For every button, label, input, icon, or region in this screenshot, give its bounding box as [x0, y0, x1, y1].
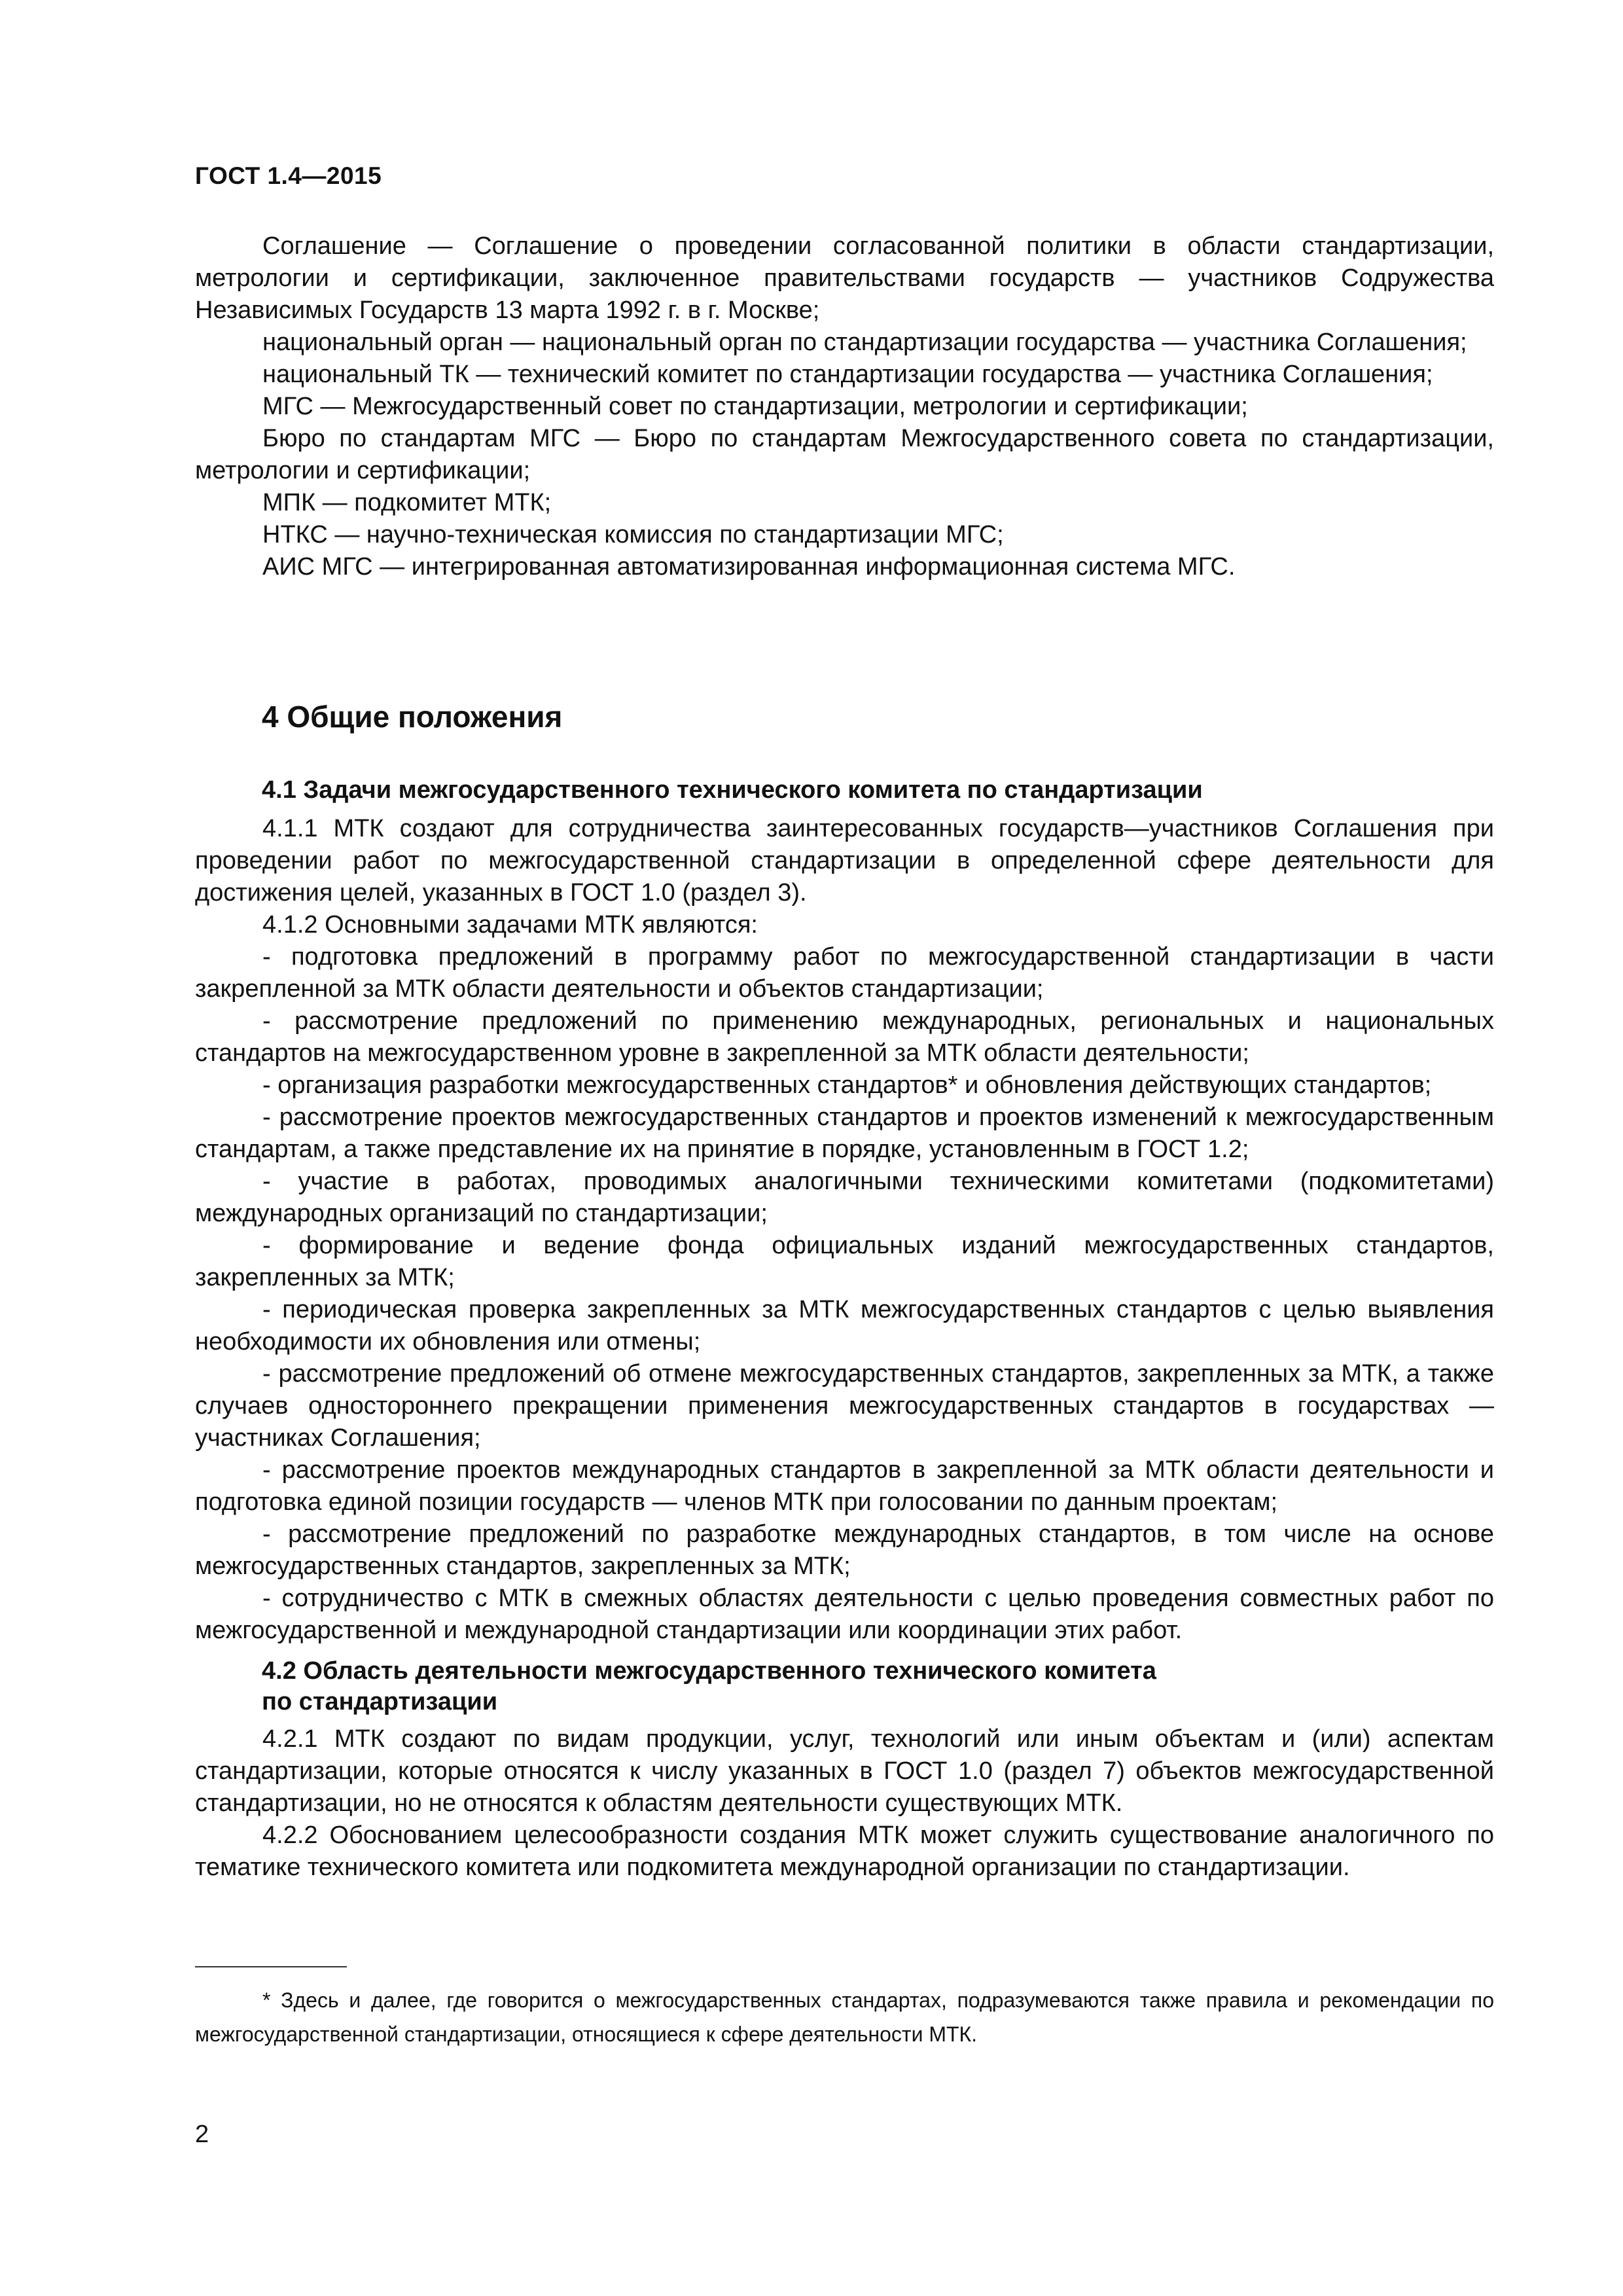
term-entry: МПК — подкомитет МТК; — [262, 489, 552, 516]
section-4-2-heading-line2: по стандартизации — [262, 1688, 498, 1715]
section-4-1-heading: 4.1 Задачи межгосударственного технического комитета по стандартизации — [262, 776, 1203, 804]
list-item: - рассмотрение проектов международных стандартов в закрепленной за МТК области деятельности и подготовка единой позиции государств — членов МТК при голосовании по данным проектам; — [195, 1456, 1494, 1516]
term-entry: Соглашение — Соглашение о проведении согласованной политики в области стандартизации, метрологии и сертификации, заключенное правительствами государств — участников Содружества Независимых Государств 13 марта 1992 г. в г. Москве; — [195, 232, 1494, 324]
paragraph: 4.2.1 МТК создают по видам продукции, услуг, технологий или иным объектам и (или) аспектам стандартизации, которые относятся к числу указанных в ГОСТ 1.0 (раздел 7) объектов межгосударственной стандартизации, но не относятся к областям деятельности существующих МТК. — [195, 1725, 1494, 1817]
term-entry: национальный орган — национальный орган по стандартизации государства — участника Соглашения; — [262, 329, 1467, 356]
section-4-heading: 4 Общие положения — [262, 700, 563, 734]
term-entry: АИС МГС — интегрированная автоматизированная информационная система МГС. — [262, 553, 1236, 581]
term-entry: НТКС — научно-техническая комиссия по стандартизации МГС; — [262, 521, 1004, 548]
list-item: - рассмотрение предложений по разработке международных стандартов, в том числе на основе межгосударственных стандартов, закрепленных за МТК; — [195, 1520, 1494, 1580]
paragraph: 4.1.1 МТК создают для сотрудничества заинтересованных государств—участников Соглашения при проведении работ по межгосударственной стандартизации в определенной сфере деятельности для достижения целей, указанных в ГОСТ 1.0 (раздел 3). — [195, 815, 1494, 906]
paragraph: 4.2.2 Обоснованием целесообразности создания МТК может служить существование аналогичного по тематике технического комитета или подкомитета международной организации по стандартизации. — [195, 1821, 1494, 1881]
page-number: 2 — [195, 2121, 209, 2148]
footnote-separator — [195, 1966, 347, 1967]
document-header: ГОСТ 1.4—2015 — [195, 162, 382, 189]
list-item: - рассмотрение проектов межгосударственных стандартов и проектов изменений к межгосударственным стандартам, а также представление их на принятие в порядке, установленным в ГОСТ 1.2; — [195, 1103, 1494, 1163]
list-item: - участие в работах, проводимых аналогичными техническими комитетами (подкомитетами) международных организаций по стандартизации; — [195, 1168, 1494, 1227]
section-4-2-heading — [262, 1656, 1374, 1717]
term-entry: национальный ТК — технический комитет по стандартизации государства — участника Соглашения; — [262, 361, 1433, 388]
list-item: - подготовка предложений в программу работ по межгосударственной стандартизации в части закрепленной за МТК области деятельности и объектов стандартизации; — [195, 943, 1494, 1003]
section-4-2-body — [195, 1723, 1494, 1884]
list-item: - периодическая проверка закрепленных за МТК межгосударственных стандартов с целью выявления необходимости их обновления или отмены; — [195, 1296, 1494, 1355]
footnote-text: * Здесь и далее, где говорится о межгосударственных стандартах, подразумеваются также правила и рекомендации по межгосударственной стандартизации, относящиеся к сфере деятельности МТК. — [195, 1988, 1494, 2046]
term-entry: МГС — Межгосударственный совет по стандартизации, метрологии и сертификации; — [262, 393, 1248, 420]
terms-list — [195, 230, 1494, 583]
list-item: - формирование и ведение фонда официальных изданий межгосударственных стандартов, закрепленных за МТК; — [195, 1232, 1494, 1291]
list-item: - организация разработки межгосударственных стандартов* и обновления действующих стандартов; — [262, 1071, 1432, 1099]
term-entry: Бюро по стандартам МГС — Бюро по стандартам Межгосударственного совета по стандартизации, метрологии и сертификации; — [195, 425, 1494, 484]
section-4-2-heading-line1: 4.2 Область деятельности межгосударственного технического комитета — [262, 1657, 1156, 1685]
list-item: - рассмотрение предложений об отмене межгосударственных стандартов, закрепленных за МТК, а также случаев одностороннего прекращении применения межгосударственных стандартов в государствах — участниках Соглашения; — [195, 1360, 1494, 1452]
list-item: - сотрудничество с МТК в смежных областях деятельности с целью проведения совместных работ по межгосударственной и международной стандартизации или координации этих работ. — [195, 1585, 1494, 1644]
list-item: - рассмотрение предложений по применению международных, региональных и национальных стандартов на межгосударственном уровне в закрепленной за МТК области деятельности; — [195, 1007, 1494, 1067]
section-4-1-body — [195, 813, 1494, 1647]
paragraph: 4.1.2 Основными задачами МТК являются: — [262, 911, 758, 939]
footnote — [195, 1983, 1494, 2051]
